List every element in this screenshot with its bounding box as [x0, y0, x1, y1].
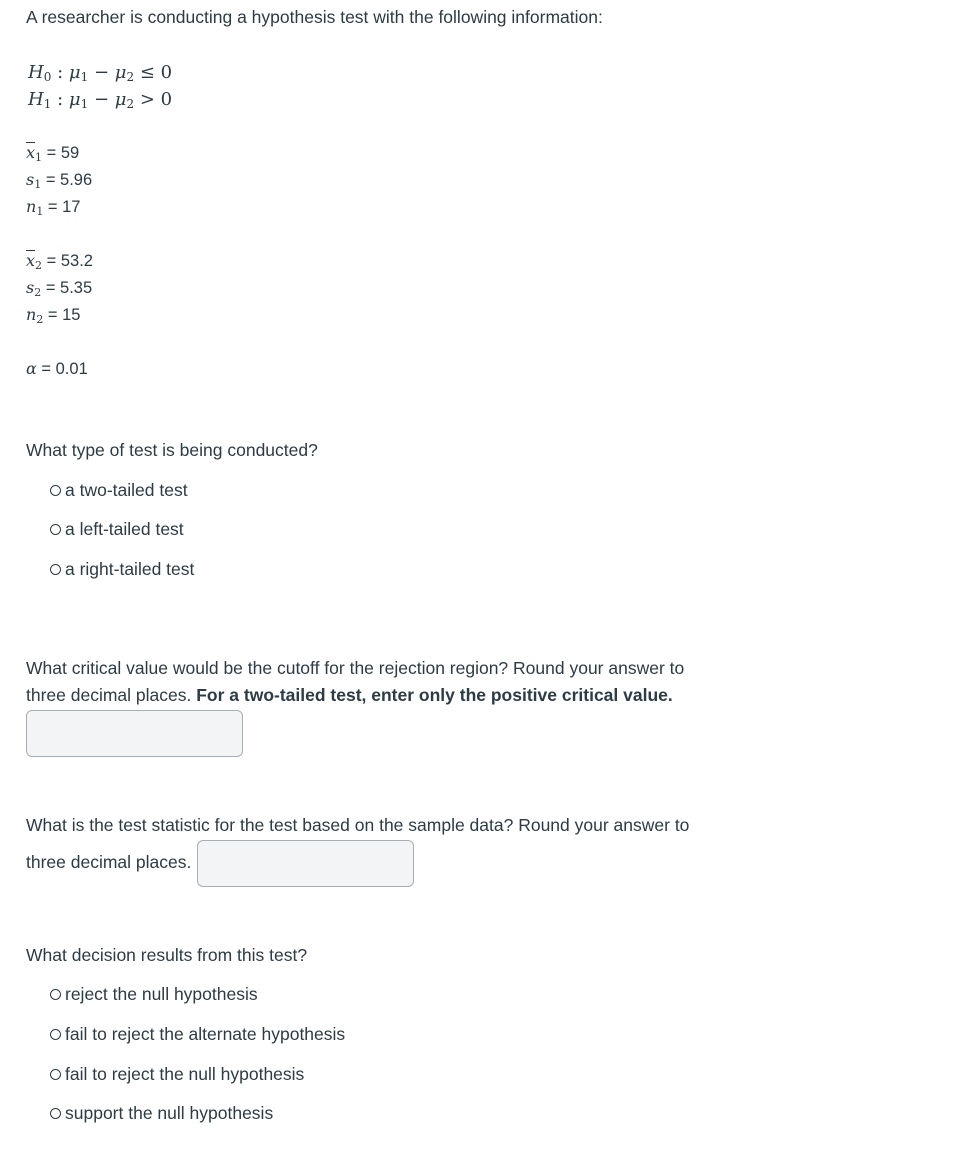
h1-mu2-sub: 2 — [126, 97, 135, 111]
q2-line1: What critical value would be the cutoff for the rejection region? Round your answer to — [26, 658, 685, 678]
option-label: fail to reject the null hypothesis — [65, 1064, 305, 1084]
h1-mu1-sub: 1 — [80, 97, 89, 111]
n2-symbol: n — [26, 305, 37, 324]
h0-label: H — [28, 62, 44, 83]
option-label: support the null hypothesis — [65, 1103, 274, 1123]
q4-option-support-null[interactable] — [50, 1103, 273, 1124]
critical-value-input[interactable] — [26, 710, 243, 757]
q2-bold-note: For a two-tailed test, enter only the positive critical value. — [196, 685, 673, 705]
q4-option-fail-reject-alternate[interactable] — [50, 1024, 345, 1045]
q1-text: What type of test is being conducted? — [26, 440, 318, 460]
sample1-n: $n_1 = 17$ — [26, 197, 81, 218]
x2-value: = 53.2 — [46, 252, 93, 270]
h0-mu1: μ — [68, 62, 81, 83]
h1-relation: > 0 — [139, 89, 173, 110]
h0-mu2-sub: 2 — [126, 70, 135, 84]
alpha-value: = 0.01 — [41, 360, 88, 378]
radio-icon[interactable] — [50, 1108, 61, 1119]
n2-value: = 15 — [47, 306, 81, 324]
h1-mu1: μ — [68, 89, 81, 110]
s1-symbol: s — [26, 170, 35, 189]
option-label: a two-tailed test — [65, 480, 188, 500]
q1-option-left-tailed[interactable] — [50, 519, 184, 540]
radio-icon[interactable] — [50, 485, 61, 496]
radio-icon[interactable] — [50, 1029, 61, 1040]
option-label: a right-tailed test — [65, 559, 195, 579]
q3-text-line1: What is the test statistic for the test based on the sample data? Round your answer to — [26, 815, 690, 835]
radio-icon[interactable] — [50, 989, 61, 1000]
s2-symbol: s — [26, 278, 35, 297]
alternate-hypothesis: $H_1$ : $\mu_1 - \mu_2 > 0$ — [28, 89, 173, 111]
h1-minus: − — [93, 89, 110, 110]
intro-text: A researcher is conducting a hypothesis test with the following information: — [26, 7, 603, 27]
q4-option-reject-null[interactable] — [50, 984, 258, 1005]
sample2-mean: $\overline{x}_2 = 53.2$ — [26, 251, 93, 272]
alpha-symbol: α — [26, 359, 37, 378]
h0-label-sub: 0 — [43, 70, 52, 84]
radio-icon[interactable] — [50, 1069, 61, 1080]
n1-symbol: n — [26, 197, 37, 216]
test-statistic-input[interactable] — [197, 840, 414, 887]
radio-icon[interactable] — [50, 564, 61, 575]
h1-mu2: μ — [114, 89, 127, 110]
q4-option-fail-reject-null[interactable] — [50, 1064, 304, 1085]
h1-label: H — [28, 89, 44, 110]
radio-icon[interactable] — [50, 524, 61, 535]
q2-line2: three decimal places. — [26, 685, 197, 705]
option-label: a left-tailed test — [65, 519, 184, 539]
q4-text: What decision results from this test? — [26, 945, 308, 965]
h0-mu2: μ — [114, 62, 127, 83]
q1-option-two-tailed[interactable] — [50, 480, 188, 501]
alpha-level — [26, 359, 88, 379]
sample1-sd: $s_1 = 5.96$ — [26, 170, 93, 191]
null-hypothesis: $H_0$ : $\mu_1 - \mu_2 \le 0$ — [28, 62, 173, 84]
option-label: reject the null hypothesis — [65, 984, 258, 1004]
s2-value: = 5.35 — [45, 279, 93, 297]
q2-text — [26, 655, 684, 709]
sample1-mean: $\overline{x}_1 = 59$ — [26, 143, 80, 164]
h0-mu1-sub: 1 — [80, 70, 89, 84]
x1-symbol: $\overline{x}$ — [26, 143, 36, 162]
n1-value: = 17 — [47, 198, 81, 216]
h0-relation: ≤ 0 — [139, 62, 173, 83]
x2-symbol: $\overline{x}$ — [26, 251, 36, 270]
sample2-sd: $s_2 = 5.35$ — [26, 278, 93, 299]
x1-value: = 59 — [46, 144, 80, 162]
q3-text-line2: three decimal places. — [26, 852, 192, 872]
h1-label-sub: 1 — [43, 97, 52, 111]
h0-minus: − — [93, 62, 110, 83]
q1-option-right-tailed[interactable] — [50, 559, 194, 580]
s1-value: = 5.96 — [45, 171, 93, 189]
option-label: fail to reject the alternate hypothesis — [65, 1024, 346, 1044]
sample2-n: $n_2 = 15$ — [26, 305, 81, 326]
